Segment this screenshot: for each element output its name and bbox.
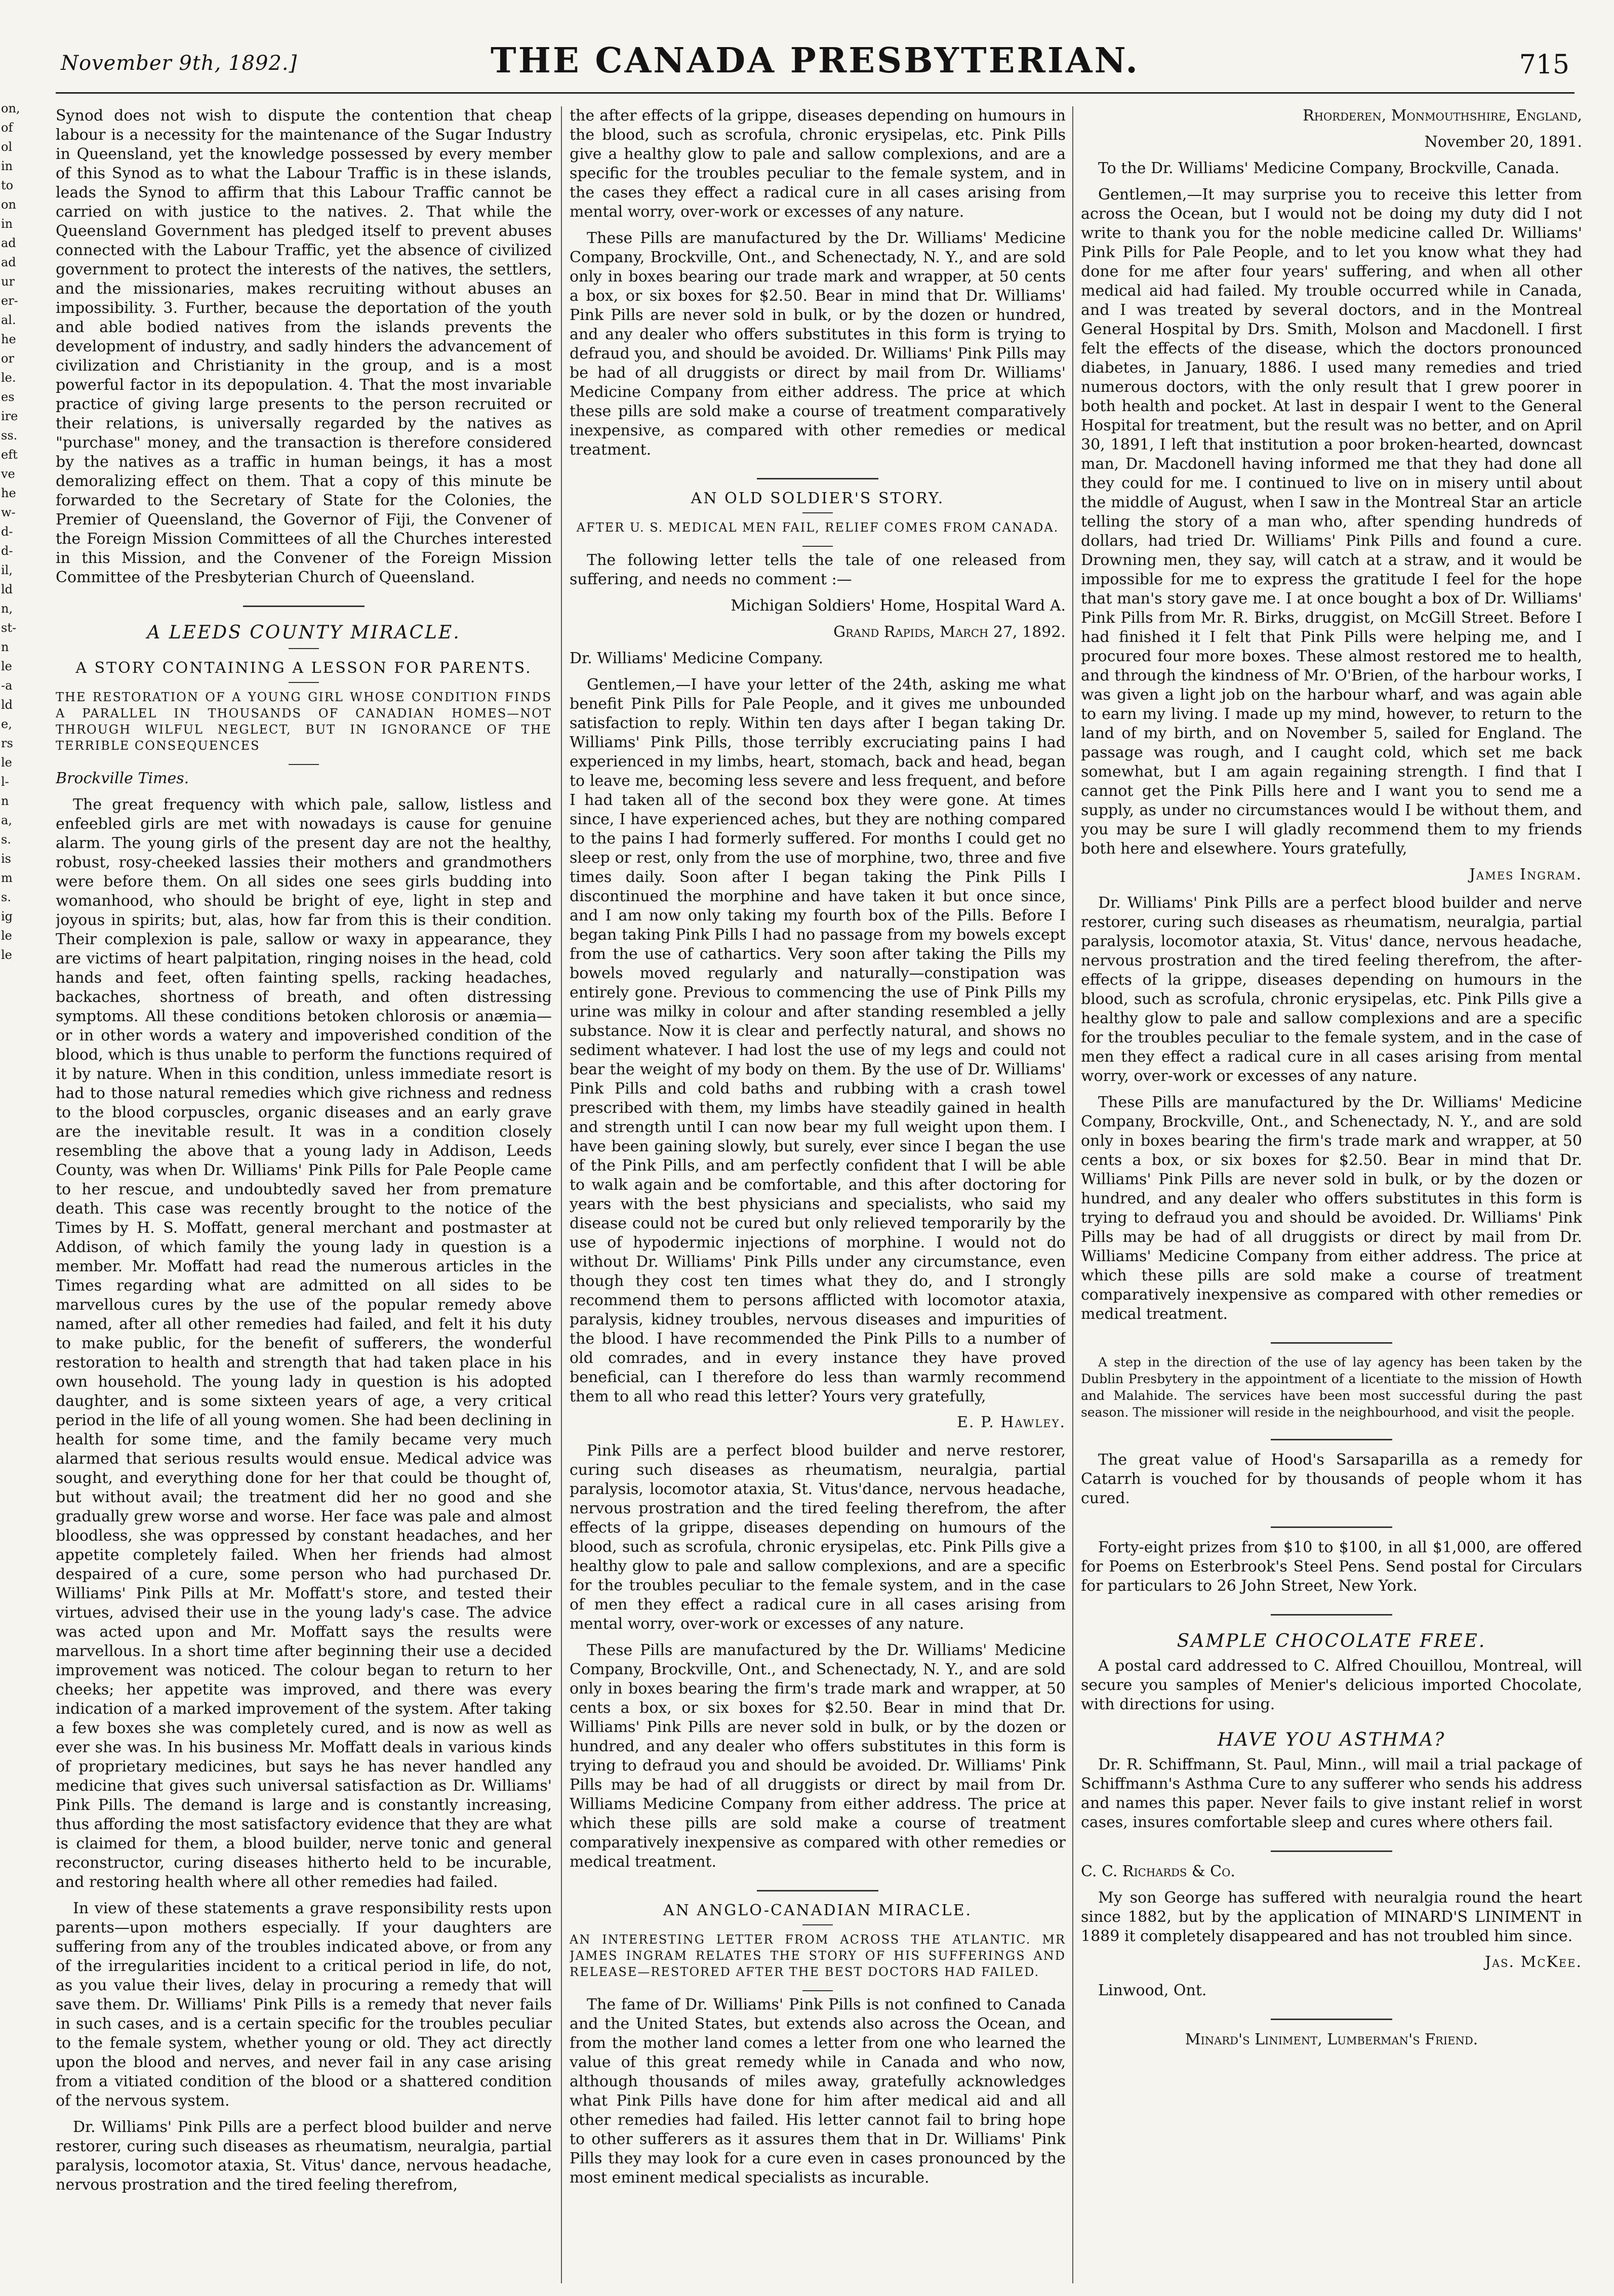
chocolate-ad-title: SAMPLE CHOCOLATE FREE. xyxy=(1177,1631,1486,1651)
margin-fragment: er- xyxy=(1,294,18,308)
article-deck-soldier: AFTER U. S. MEDICAL MEN FAIL, RELIEF COMES FROM CANADA. xyxy=(576,520,1059,535)
margin-fragment: or xyxy=(1,351,14,366)
margin-fragment: le xyxy=(1,755,12,770)
letter-address: Michigan Soldiers' Home, Hospital Ward A. xyxy=(731,597,1066,615)
masthead xyxy=(56,20,1575,96)
short-rule xyxy=(289,648,319,649)
column-1 xyxy=(56,106,552,2283)
margin-fragment: al. xyxy=(1,313,16,327)
newspaper-title: THE CANADA PRESBYTERIAN. xyxy=(491,41,1140,81)
letter-body: Gentlemen,—I have your letter of the 24th, asking me what benefit Pink Pills for Pale People, and it gives me unbounded satisfaction to reply. Within ten days after I began taking Dr. Williams' Pink Pills, those terribly excruciating pains I had experienced in my limbs, heart, stomach, back and head, began to leave me, becoming less severe and less frequent, and before I had taken all of the second box they were gone. At times since, I have experienced aches, but they are nothing compared to the pains I had formerly suffered. For months I could get no sleep or rest, only from the use of morphine, two, three and five times daily. Soon after I began taking the Pink Pills I discontinued the morphine and have taken it but once since, and I am now only taking my fourth box of the Pills. Before I began taking Pink Pills I had no passage from my bowels except from the use of cathartics. Very soon after taking the Pills my bowels moved regularly and naturally—constipation was entirely gone. Previous to commencing the use of Pink Pills my urine was milky in colour and after standing resembled a jelly substance. Now it is clear and perfectly natural, and shows no sediment whatever. I had lost the use of my legs and could not bear the weight of my body on them. By the use of Dr. Williams' Pink Pills and cold baths and rubbing with a crash towel prescribed with them, my limbs have steadily gained in health and strength until I can now bear my full weight upon them. I have been gaining slowly, but surely, ever since I began the use of the Pink Pills, and am perfectly confident that I will be able to walk again and be comfortable, and this after doctoring for years with the best physicians and specialists, who said my disease could not be cured but only relieved temporarily by the use of hypodermic injections of morphine. I would not do without Dr. Williams' Pink Pills under any circumstance, even though they cost ten times what they do, and I strongly recommend them to persons afflicted with locomotor ataxia, paralysis, kidney troubles, nervous diseases and impurities of the blood. I have recommended the Pink Pills to a number of old comrades, and in every instance they have proved beneficial, can I therefore do less than warmly recommend them to all who read this letter? Yours very gratefully, xyxy=(570,676,1066,1405)
article-paragraph: Pink Pills are a perfect blood builder and nerve restorer, curing such diseases as rheumatism, neuralgia, partial paralysis, locomotor ataxia, St. Vitus'dance, nervous headache, nervous prostration and the tired feeling therefrom, the after effects of la grippe, diseases depending on humours of the blood, such as scrofula, chronic erysipelas, etc. Pink Pills give a healthy glow to pale and sallow complexions, and are a specific for the troubles peculiar to the female system, and in the case of men they effect a radical cure in all cases arising from mental worry, over-work or excesses of any nature. xyxy=(570,1442,1066,1633)
article-paragraph: the after effects of la grippe, diseases depending on humours in the blood, such as scrofula, chronic erysipelas, etc. Pink Pills give a healthy glow to pale and sallow complexions, and are a specific for the troubles peculiar to the female system, and in the cases they effect a radical cure in all cases arising from mental worry, over-work or excesses of any nature. xyxy=(570,107,1066,221)
article-paragraph: These Pills are manufactured by the Dr. Williams' Medicine Company, Brockville, Ont., and Schenectady, N. Y., and are sold only in boxes bearing the firm's trade mark and wrapper, at 50 cents a box, or six boxes for $2.50. Bear in mind that Dr. Williams' Pink Pills are never sold in bulk, or by the dozen or hundred, and any dealer who offers substitutes in this form is trying to defraud you and should be avoided. Dr. Williams' Pink Pills may be had of all druggists or direct by mail from Dr. Williams Medicine Company from either address. The price at which these pills are sold make a course of treatment comparatively inexpensive as compared with other remedies or medical treatment. xyxy=(570,1641,1066,1871)
short-rule xyxy=(289,682,319,683)
margin-fragment: ld xyxy=(1,698,13,712)
margin-fragment: s. xyxy=(1,890,11,904)
article-paragraph: In view of these statements a grave responsibility rests upon parents—upon mothers especially. If your daughters are suffering from any of the troubles indicated above, or from any of the irregularities incident to a critical period in life, do not, as you value their lives, delay in procuring a remedy that will save them. Dr. Williams' Pink Pills is a remedy that never fails in such cases, and is a certain specific for the troubles peculiar to the female system, whether young or old. They act directly upon the blood and nerves, and never fail in any case arising from a vitiated condition of the blood or a shattered condition of the nervous system. xyxy=(56,1900,552,2110)
minard-slogan: Minard's Liniment, Lumberman's Friend. xyxy=(1185,2031,1478,2048)
article-title-soldier: AN OLD SOLDIER'S STORY. xyxy=(691,490,945,507)
minard-place: Linwood, Ont. xyxy=(1098,1982,1207,1999)
column-rule xyxy=(561,106,562,2283)
letter-address: Rhorderen, Monmouthshire, England, xyxy=(1303,107,1582,125)
article-paragraph: The fame of Dr. Williams' Pink Pills is not confined to Canada and the United States, but extends also across the Ocean, and from the mother land comes a letter from one who learned the value of this great remedy while in Canada and who now, although thousands of miles away, gratefully acknowledges what Pink Pills have done for him after medical aid and all other remedies had failed. His letter cannot fail to bring hope to other sufferers as it assures them that in Dr. Williams' Pink Pills they may look for a cure even in cases pronounced by the most eminent medical specialists as incurable. xyxy=(570,1996,1066,2187)
section-rule xyxy=(757,478,878,479)
margin-fragment: st- xyxy=(1,621,17,635)
masthead-rule xyxy=(56,92,1575,94)
column-2 xyxy=(570,106,1066,2283)
margin-fragment: le xyxy=(1,948,12,962)
margin-fragment: he xyxy=(1,332,16,346)
margin-fragment: ld xyxy=(1,582,13,596)
margin-fragment: ss. xyxy=(1,428,18,442)
margin-fragment: on xyxy=(1,197,16,212)
margin-fragment: ire xyxy=(1,409,18,423)
hoods-notice: The great value of Hood's Sarsaparilla as a remedy for Catarrh is vouched for by thousands of people whom it has cured. xyxy=(1081,1451,1582,1507)
margin-fragment: d- xyxy=(1,525,13,539)
short-rule xyxy=(802,1990,833,1991)
margin-fragment: d- xyxy=(1,544,13,558)
column-rule xyxy=(1072,106,1073,2283)
synod-minute: Synod does not wish to dispute the contention that cheap labour is a necessity for the maintenance of the Sugar Industry in Queensland, yet the knowledge possessed by every member of this Synod as to what the Labour Traffic is in these islands, leads the Synod to affirm that this Labour Traffic cannot be carried on with justice to the natives. 2. That while the Queensland Government has pledged itself to prevent abuses connected with the Labour Traffic, yet the absence of civilized government to protect the interests of the natives, the settlers, and the missionaries, makes recruiting without abuses an impossibility. 3. Further, because the deportation of the youth and able bodied natives from the islands prevents the development of industry, and sadly hinders the advancement of civilization and Christianity in the group, and is a most powerful factor in its depopulation. 4. That the most invariable practice of giving large presents to the person recruited or their relations, is universally regarded by the natives as "purchase" money, and the transaction is therefore considered by the natives as a traffic in human beings, it has a most demoralizing effect on them. That a copy of this minute be forwarded to the Secretary of State for the Colonies, the Premier of Queensland, the Governor of Fiji, the Convener of the Foreign Mission Committees of all the Churches interested in this Mission, and the Convener of the Foreign Mission Committee of the Presbyterian Church of Queensland. xyxy=(56,107,552,586)
margin-fragment: to xyxy=(1,178,14,192)
article-paragraph: The great frequency with which pale, sallow, listless and enfeebled girls are met with nowadays is cause for genuine alarm. The young girls of the present day are not the healthy, robust, rosy-cheeked lassies their mothers and grandmothers were before them. On all sides one sees girls budding into womanhood, who should be bright of eye, light in step and joyous in spirits; but, alas, how far from this is their condition. Their complexion is pale, sallow or waxy in appearance, they are victims of heart palpitation, ringing noises in the head, cold hands and feet, often fainting spells, racking headaches, backaches, shortness of breath, and often distressing symptoms. All these conditions betoken chlorosis or anæmia—or in other words a watery and impoverished condition of the blood, which is thus unable to perform the functions required of it by nature. When in this condition, unless immediate resort is had to those natural remedies which give richness and redness to the blood corpuscles, organic diseases and an early grave are the inevitable result. It was in a condition closely resembling the above that a young lady in Addison, Leeds County, was when Dr. Williams' Pink Pills for Pale People came to her rescue, and undoubtedly saved her from premature death. This case was recently brought to the notice of the Times by H. S. Moffatt, general merchant and postmaster at Addison, of which family the young lady in question is a member. Mr. Moffatt had read the numerous articles in the Times regarding what are admitted on all sides to be marvellous cures by the use of the popular remedy above named, after all other remedies had failed, and felt it his duty to make public, for the benefit of sufferers, the wonderful restoration to health and strength that had taken place in his own household. The young lady in question is his adopted daughter, and is some sixteen years of age, a very critical period in the life of all young women. She had been declining in health for some time, and the family became very much alarmed that serious results would ensue. Medical advice was sought, and everything done for her that could be thought of, but without avail; the treatment did her no good and she gradually grew worse and worse. Her face was pale and almost bloodless, she was oppressed by constant headaches, and her appetite completely failed. When her friends had almost despaired of a cure, some person who had purchased Dr. Williams' Pink Pills at Mr. Moffatt's store, and tested their virtues, advised their use in the young lady's case. The advice was acted upon and Mr. Moffatt says the results were marvellous. In a short time after beginning their use a decided improvement was noticed. The colour began to return to her cheeks; her appetite was improved, and there was every indication of a marked improvement of the system. After taking a few boxes she was completely cured, and is now as well as ever she was. In his business Mr. Moffatt deals in various kinds of proprietary medicines, but says he has never handled any medicine that gives such universal satisfaction as Dr. Williams' Pink Pills. The demand is large and is constantly increasing, thus affording the most satisfactory evidence that they are what is claimed for them, a blood builder, nerve tonic and general reconstructor, curing diseases hitherto held to be incurable, and restoring health where all other remedies had failed. xyxy=(56,796,552,1891)
margin-fragment: le. xyxy=(1,371,16,385)
section-rule xyxy=(1271,1526,1392,1528)
short-rule xyxy=(802,1924,833,1925)
column-3 xyxy=(1081,106,1582,2283)
section-rule xyxy=(1271,1850,1392,1852)
letter-recipient: Dr. Williams' Medicine Company. xyxy=(570,650,824,667)
margin-fragment: is xyxy=(1,852,11,866)
margin-fragment: -a xyxy=(1,678,13,693)
asthma-ad-text: Dr. R. Schiffmann, St. Paul, Minn., will mail a trial package of Schiffmann's Asthma Cure to any sufferer who sends his address and names this paper. Never fails to give instant relief in worst cases, insures comfortable sleep and cures where others fail. xyxy=(1081,1756,1582,1831)
margin-fragment: rs xyxy=(1,736,13,750)
minard-signature: Jas. McKee. xyxy=(1484,1953,1582,1971)
margin-fragment: ol xyxy=(1,140,13,154)
margin-fragment: e, xyxy=(1,717,12,731)
margin-fragment: a, xyxy=(1,813,12,827)
margin-fragment: ad xyxy=(1,236,16,250)
margin-fragment: in xyxy=(1,217,13,231)
asthma-ad-title: HAVE YOU ASTHMA? xyxy=(1217,1729,1446,1750)
letter-date: Grand Rapids, March 27, 1892. xyxy=(833,623,1066,641)
article-intro: The following letter tells the tale of one released from suffering, and needs no comment :— xyxy=(570,551,1066,588)
article-source: Brockville Times. xyxy=(56,770,189,787)
margin-fragment: m xyxy=(1,871,13,885)
letter-body: Gentlemen,—It may surprise you to receive this letter from across the Ocean, but I would not be doing my duty did I not write to thank you for the noble medicine called Dr. Williams' Pink Pills for Pale People, and to let you know what they had done for me after four years' suffering, and when all other medical aid had failed. My trouble occurred while in Canada, and I was treated by several doctors, and in the Montreal General Hospital by Drs. Smith, Molson and Macdonell. I first felt the effects of the disease, which the doctors pronounced diabetes, in January, 1886. I used many remedies and tried numerous doctors, with the only result that I grew poorer in both health and pocket. At last in despair I went to the General Hospital for treatment, but the result was no better, and on April 30, 1891, I left that institution a poor broken-hearted, downcast man, Dr. Macdonell having informed me that they had done all they could for me. I continued to live on in misery until about the middle of August, when I saw in the Montreal Star an article telling the story of a man who, after spending hundreds of dollars, had tried Dr. Williams' Pink Pills and found a cure. Drowning men, they say, will catch at a straw, and it would be impossible for me to express the gratitude I feel for the hope that man's story gave me. I at once bought a box of Dr. Williams' Pink Pills from Mr. R. Birks, druggist, on McGill Street. Before I had finished it I felt that Pink Pills were helping me, and I procured four more boxes. These almost restored me to health, and through the kindness of Mr. O'Brien, of the harbour works, I was given a light job on the harbour wharf, and was again able to earn my living. I made up my mind, however, to return to the land of my birth, and on November 5, sailed for England. The passage was rough, and I caught cold, which set me back somewhat, but I am again regaining strength. I find that I cannot get the Pink Pills here and I want you to send me a supply, as under no circumstances would I be without them, and you may be sure I will gladly recommend them to my friends both here and elsewhere. Yours gratefully, xyxy=(1081,186,1582,858)
section-rule xyxy=(1271,1342,1392,1344)
margin-fragment: n xyxy=(1,640,9,654)
section-rule xyxy=(1271,1614,1392,1616)
section-rule xyxy=(243,606,365,607)
article-deck-anglo: AN INTERESTING LETTER FROM ACROSS THE ATLANTIC. MR JAMES INGRAM RELATES THE STORY OF HIS SUFFERINGS AND RELEASE—RESTORED AFTER THE BEST DOCTORS HAD FAILED. xyxy=(570,1932,1066,1979)
margin-fragment: s. xyxy=(1,832,11,847)
article-paragraph: Dr. Williams' Pink Pills are a perfect blood builder and nerve restorer, curing such diseases as rheumatism, neuralgia, partial paralysis, locomotor ataxia, St. Vitus' dance, nervous headache, nervous prostration and the tired feeling therefrom, the after-effects of la grippe, diseases depending on humours in the blood, such as scrofula, chronic erysipelas, etc. Pink Pills give a healthy glow to pale and sallow complexions and are a specific for the troubles peculiar to the female system, and in the case of men they effect a radical cure in all cases arising from mental worry, over-work or excesses of any nature. xyxy=(1081,894,1582,1085)
margin-fragment: le xyxy=(1,929,12,943)
margin-fragment: of xyxy=(1,120,13,135)
letter-signature: E. P. Hawley. xyxy=(957,1414,1066,1431)
article-subtitle-leeds: A STORY CONTAINING A LESSON FOR PARENTS. xyxy=(75,659,532,677)
article-title-anglo: AN ANGLO-CANADIAN MIRACLE. xyxy=(663,1902,973,1919)
short-rule xyxy=(289,764,319,765)
letter-date: November 20, 1891. xyxy=(1424,133,1582,151)
article-paragraph: These Pills are manufactured by the Dr. Williams' Medicine Company, Brockville, Ont., and Schenectady, N. Y., and are sold only in boxes bearing our trade mark and wrapper, at 50 cents a box, or six boxes for $2.50. Bear in mind that Dr. Williams' Pink Pills are never sold in bulk, or by the dozen or hundred, and any dealer who offers substitutes in this form is trying to defraud you, and should be avoided. Dr. Williams' Pink Pills may be had of all druggists or direct by mail from Dr. Williams' Medicine Company from either address. The price at which these pills are sold make a course of treatment comparatively inexpensive, as compared with other remedies or medical treatment. xyxy=(570,229,1066,459)
section-rule xyxy=(1271,2019,1392,2020)
issue-date: November 9th, 1892.] xyxy=(61,52,298,75)
margin-fragment: eft xyxy=(1,448,18,462)
margin-fragment: le xyxy=(1,659,12,673)
minard-recipient: C. C. Richards & Co. xyxy=(1081,1863,1235,1880)
margin-fragment: n xyxy=(1,794,9,808)
margin-fragment: ig xyxy=(1,909,13,923)
page-number: 715 xyxy=(1519,50,1569,80)
margin-fragment: il, xyxy=(1,563,13,577)
article-paragraph: Dr. Williams' Pink Pills are a perfect blood builder and nerve restorer, curing such diseases as rheumatism, neuralgia, partial paralysis, locomotor ataxia, St. Vitus' dance, nervous headache, nervous prostration and the tired feeling therefrom, xyxy=(56,2118,552,2194)
letter-recipient: To the Dr. Williams' Medicine Company, Brockville, Canada. xyxy=(1098,159,1560,177)
left-margin-bleed xyxy=(0,101,20,2278)
article-title-leeds: A LEEDS COUNTY MIRACLE. xyxy=(147,622,461,643)
article-deck-leeds: THE RESTORATION OF A YOUNG GIRL WHOSE CONDITION FINDS A PARALLEL IN THOUSANDS OF CANADIAN HOMES—NOT THROUGH WILFUL NEGLECT, BUT IN IGNORANCE OF THE TERRIBLE CONSEQUENCES xyxy=(56,690,552,753)
margin-fragment: w- xyxy=(1,505,16,519)
margin-fragment: es xyxy=(1,390,15,404)
dublin-note: A step in the direction of the use of lay agency has been taken by the Dublin Presbytery in the appointment of a licentiate to the mission of Howth and Malahide. The services have been most successful during the past season. The missioner will reside in the neighbourhood, and visit the people. xyxy=(1081,1355,1582,1420)
margin-fragment: in xyxy=(1,159,13,173)
article-paragraph: These Pills are manufactured by the Dr. Williams' Medicine Company, Brockville, Ont., and Schenectady, N. Y., and are sold only in boxes bearing the firm's trade mark and wrapper, at 50 cents a box, or six boxes for $2.50. Bear in mind that Dr. Williams' Pink Pills are never sold in bulk, or by the dozen or hundred, and any dealer who offers substitutes in this form is trying to defraud you and should be avoided. Dr. Williams' Pink Pills may be had of all druggists or direct by mail from Dr. Williams' Medicine Company from either address. The price at which these pills are sold make a course of treatment comparatively inexpensive as compared with other remedies or medical treatment. xyxy=(1081,1094,1582,1323)
letter-signature: James Ingram. xyxy=(1469,866,1582,883)
margin-fragment: l- xyxy=(1,775,9,789)
margin-fragment: he xyxy=(1,486,16,500)
section-rule xyxy=(1271,1439,1392,1440)
esterbrook-notice: Forty-eight prizes from $10 to $100, in all $1,000, are offered for Poems on Esterbrook's Steel Pens. Send postal for Circulars for particulars to 26 John Street, New York. xyxy=(1081,1539,1582,1595)
margin-fragment: on, xyxy=(1,101,20,115)
chocolate-ad-text: A postal card addressed to C. Alfred Chouillou, Montreal, will secure you samples of Menier's delicious imported Chocolate, with directions for using. xyxy=(1081,1657,1582,1713)
short-rule xyxy=(802,512,833,513)
margin-fragment: ve xyxy=(1,467,15,481)
margin-fragment: ad xyxy=(1,255,16,269)
section-rule xyxy=(757,1890,878,1891)
short-rule xyxy=(802,546,833,547)
margin-fragment: ur xyxy=(1,274,15,289)
minard-testimonial: My son George has suffered with neuralgia round the heart since 1882, but by the application of MINARD'S LINIMENT in 1889 it completely disappeared and has not troubled him since. xyxy=(1081,1889,1582,1945)
margin-fragment: n, xyxy=(1,601,13,616)
